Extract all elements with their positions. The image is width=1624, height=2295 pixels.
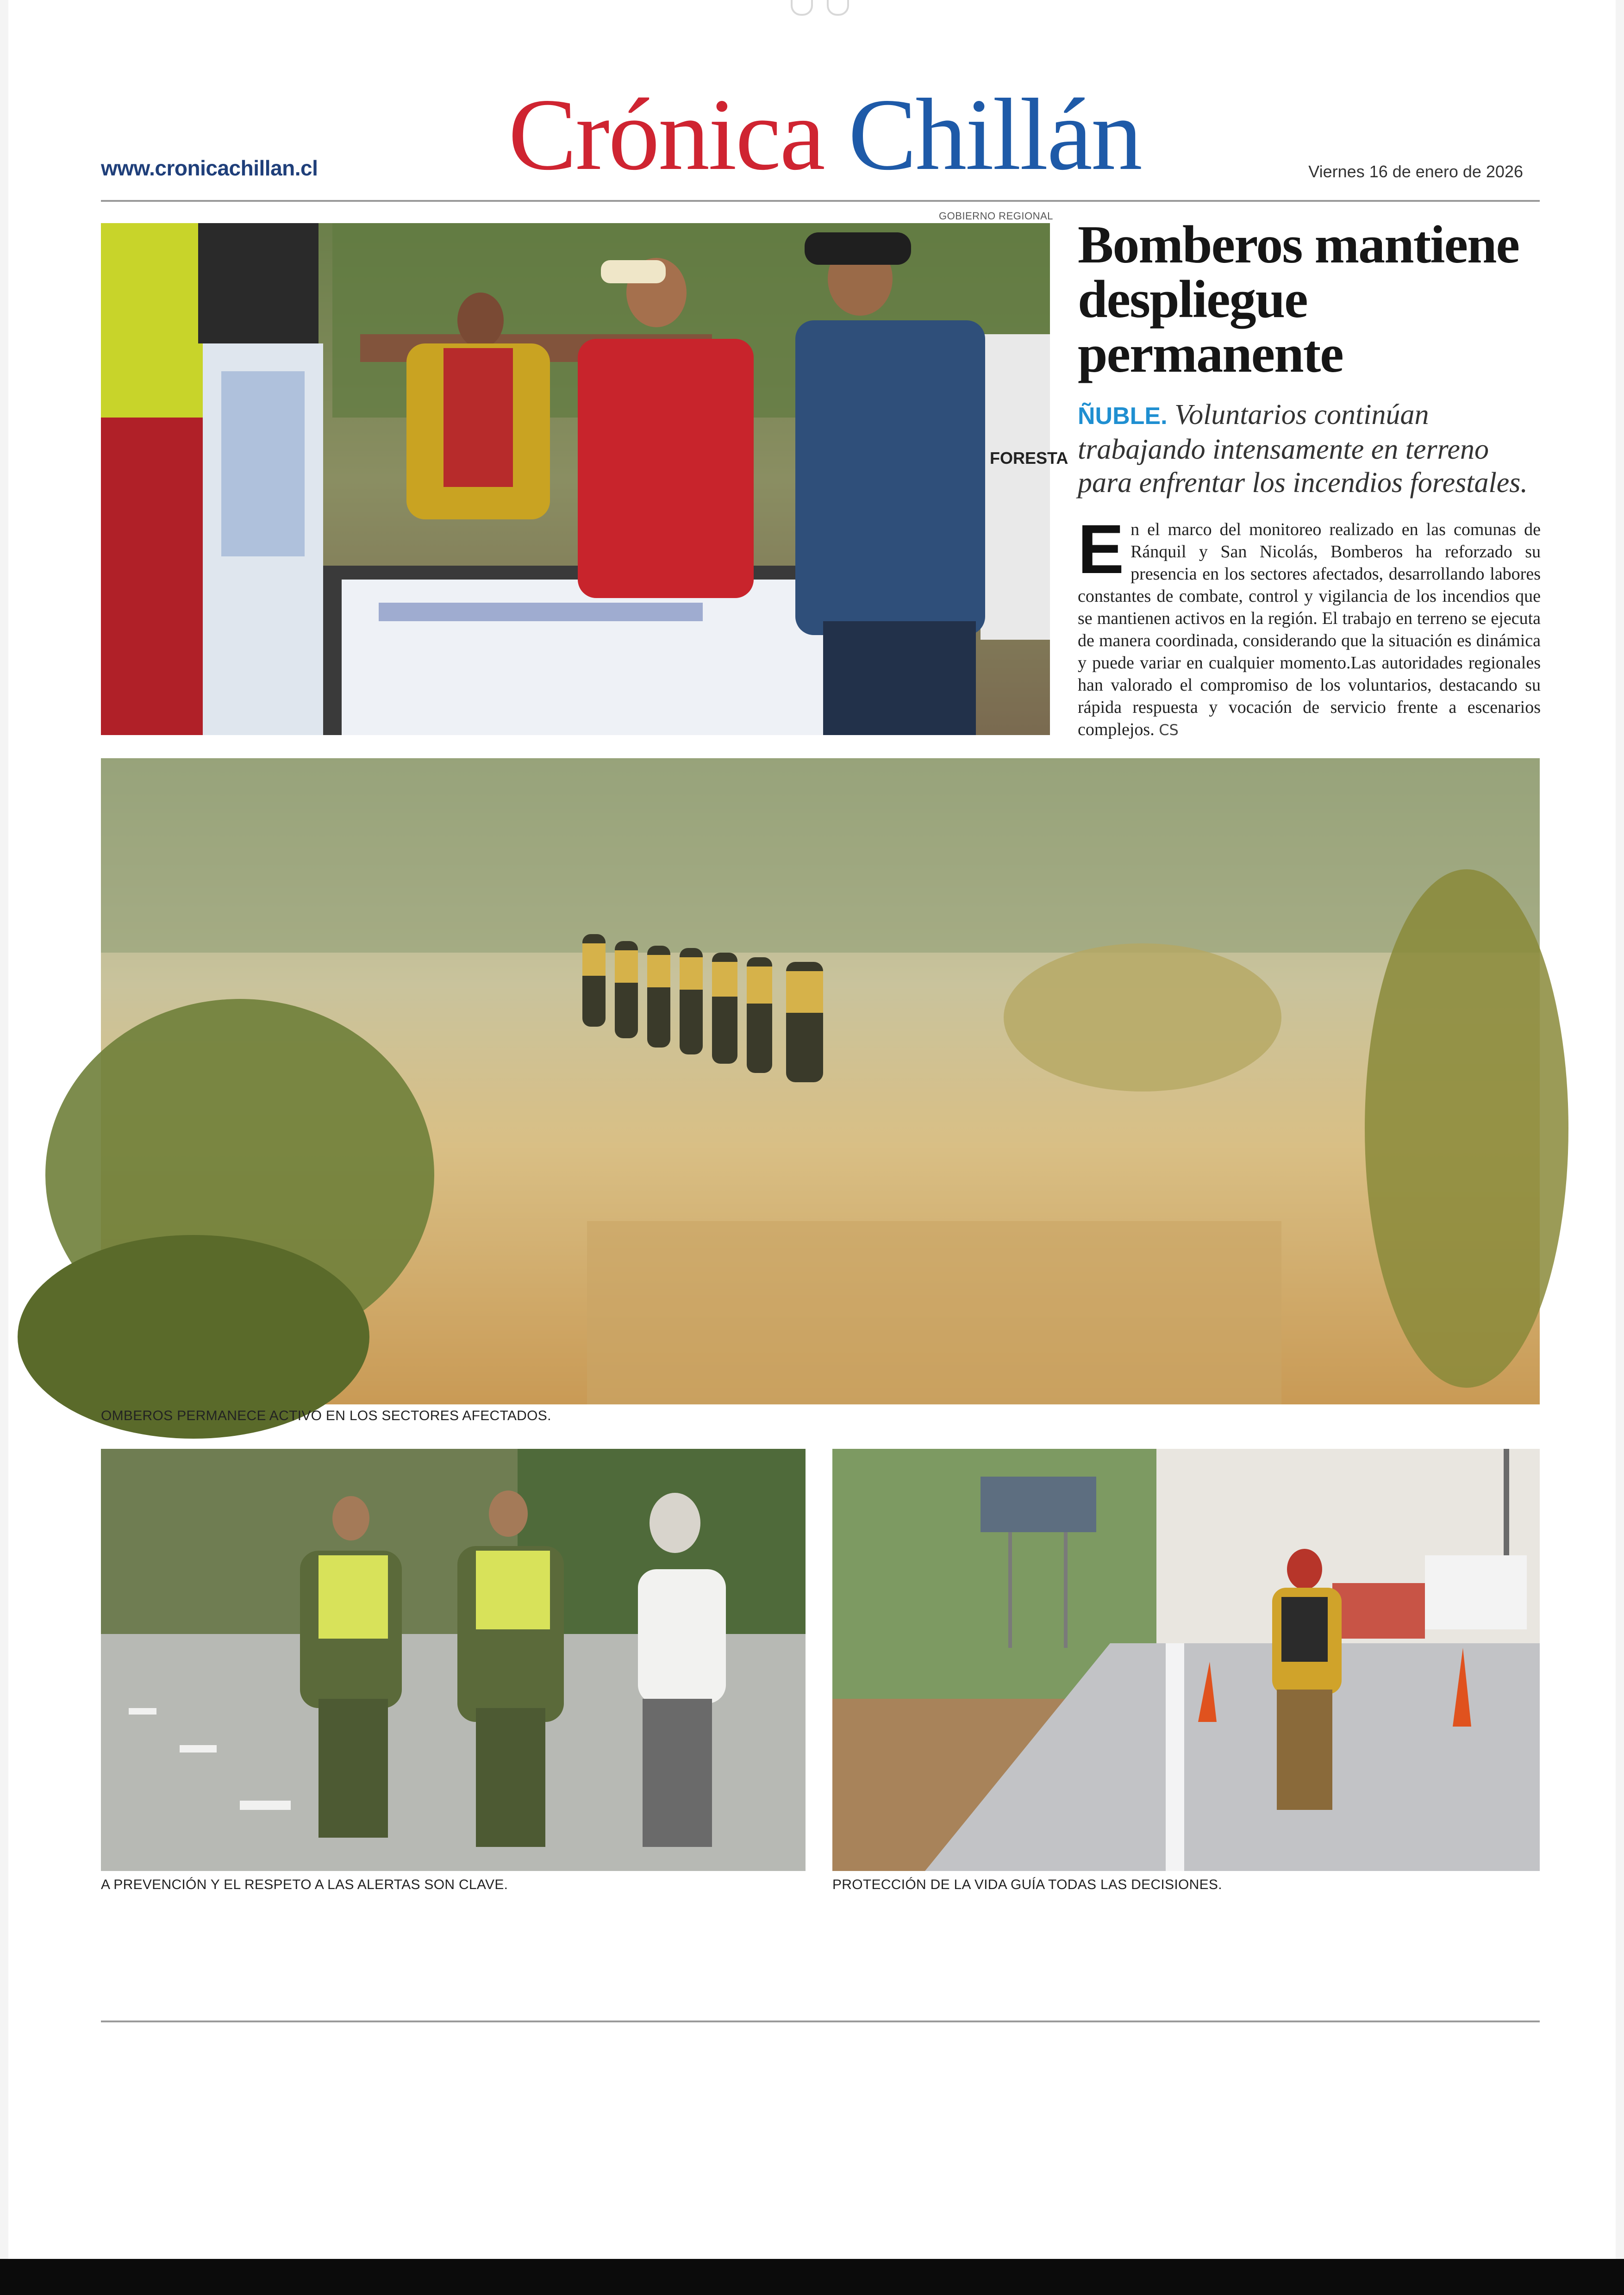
article-kicker: ÑUBLE. (1078, 403, 1168, 430)
masthead-word-1: Crónica (508, 78, 824, 192)
bottom-black-bar (0, 2259, 1624, 2295)
footer-rule (101, 2021, 1540, 2022)
vehicle-text: FORESTA (990, 449, 1068, 468)
page-nav-indicator (791, 0, 849, 16)
article-body-text: n el marco del monitoreo realizado en las comunas de Ránquil y San Nicolás, Bomberos ha reforzado su presencia en los sectores afectados, desarrollando labores constantes de combate, control y vigilancia de los incendios que se mantienen activos en la región. El trabajo en terreno se ejecuta de manera coordinada, considerando que la situación es dinámica y puede variar en cualquier momento.Las autoridades regionales han valorado el compromiso de los voluntarios, destacando su rápida respuesta y vocación de servicio frente a escenarios complejos. (1078, 520, 1541, 739)
caption-bottom-right: PROTECCIÓN DE LA VIDA GUÍA TODAS LAS DECISIONES. (832, 1877, 1222, 1892)
article-deck-text: Voluntarios continúan trabajando intensamente en terreno para enfrentar los incendios forestales. (1078, 399, 1528, 499)
masthead-word-2: Chillán (848, 78, 1141, 192)
site-url[interactable]: www.cronicachillan.cl (101, 156, 318, 180)
prev-page-dot[interactable] (791, 0, 813, 16)
next-page-dot[interactable] (827, 0, 849, 16)
caption-bottom-left: A PREVENCIÓN Y EL RESPETO A LAS ALERTAS SON CLAVE. (101, 1877, 508, 1892)
header-rule (101, 200, 1540, 202)
end-mark-icon: CS (1159, 721, 1179, 739)
article-body (1078, 510, 1541, 741)
masthead-logo (508, 78, 1141, 192)
drop-cap: E (1078, 510, 1124, 588)
middle-photo (101, 758, 1540, 1404)
caption-middle: OMBEROS PERMANECE ACTIVO EN LOS SECTORES AFECTADOS. (101, 1408, 551, 1423)
photo-credit: GOBIERNO REGIONAL (939, 210, 1053, 222)
issue-date: Viernes 16 de enero de 2026 (1308, 162, 1523, 181)
article-headline: Bomberos mantiene despliegue permanente (1078, 215, 1519, 384)
article-deck (1078, 398, 1545, 499)
bottom-left-photo (101, 1449, 806, 1871)
top-photo (101, 223, 1068, 735)
bottom-right-photo (832, 1449, 1540, 1871)
newspaper-page (8, 0, 1616, 2259)
